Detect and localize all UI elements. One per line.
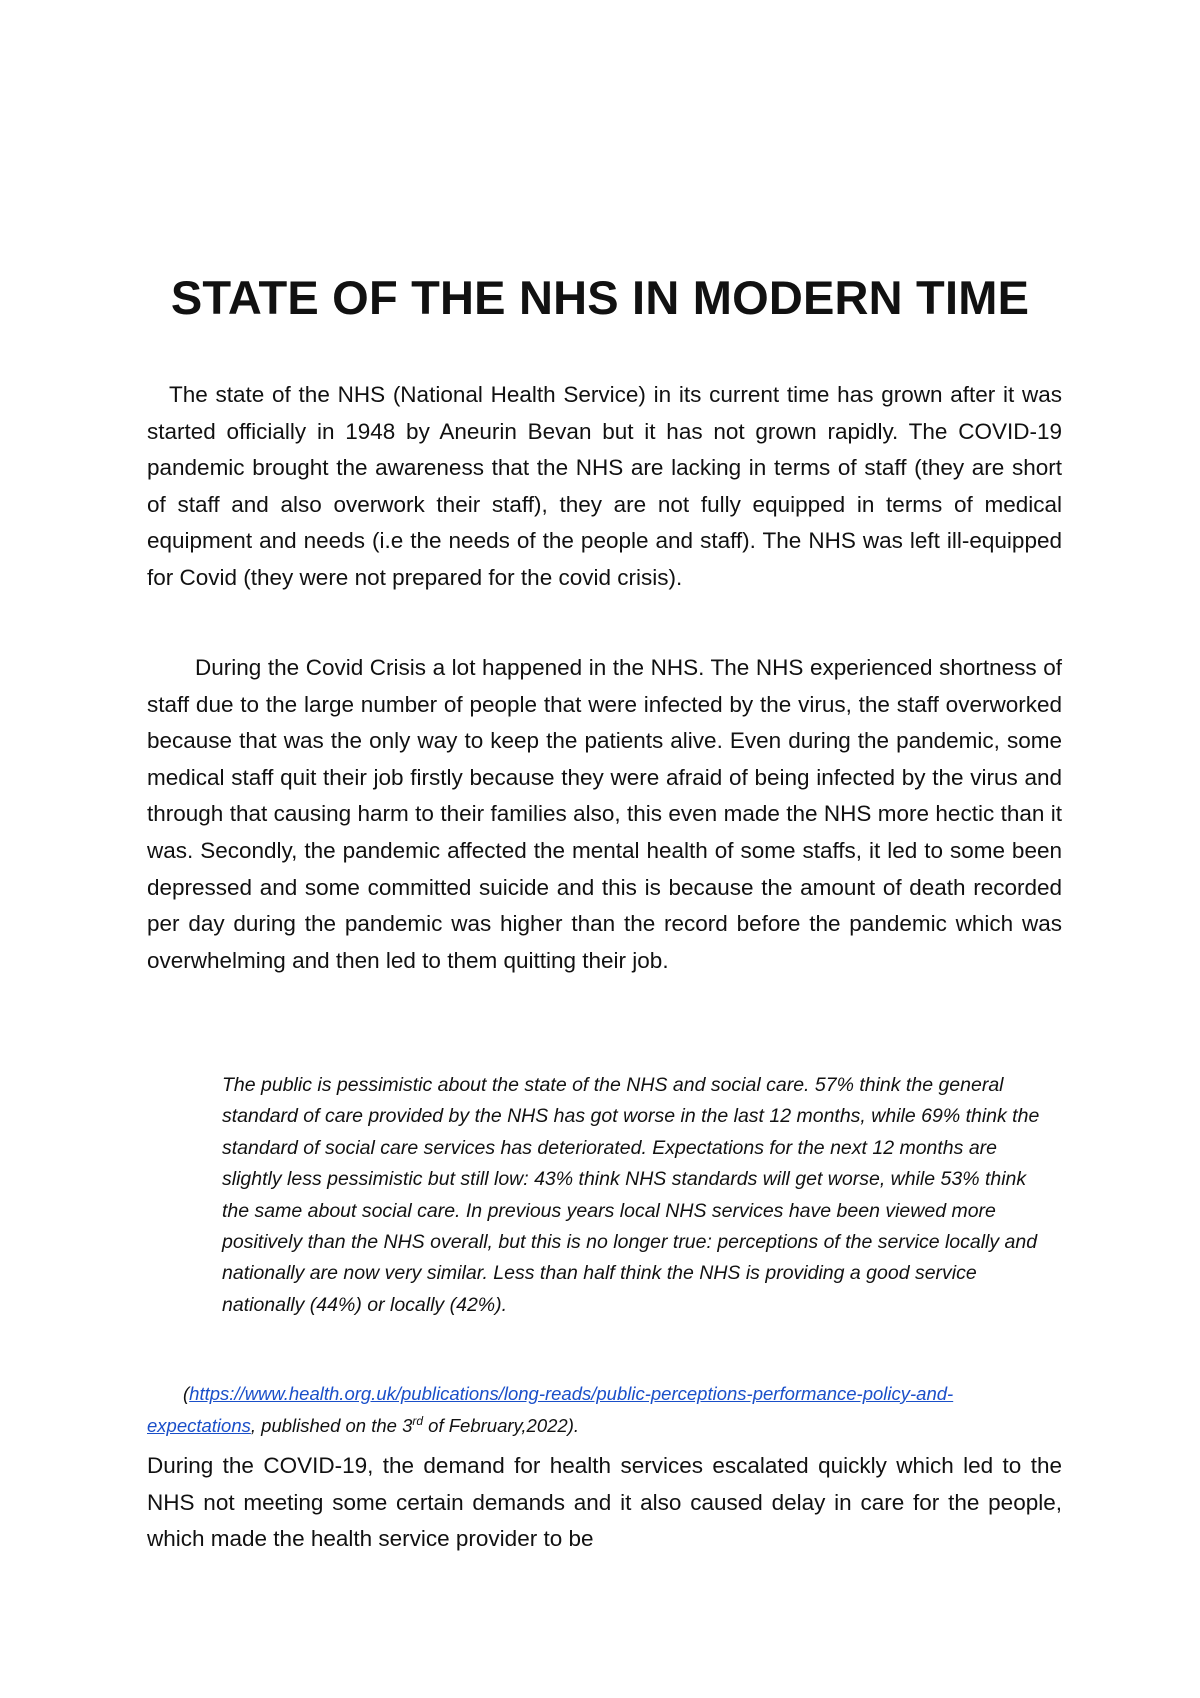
citation-date-text: of February,2022). (423, 1415, 580, 1436)
body-paragraph-2: During the Covid Crisis a lot happened in the NHS. The NHS experienced shortness of staff due to the large number of people that were infected by the virus, the staff overworked because that was the only way to keep the patients alive. Even during the pandemic, some medical staff quit their job firstly because they were afraid of being infected by the virus and through that causing harm to their families also, this even made the NHS more hectic than it was. Secondly, the pandemic affected the mental health of some staffs, it led to some been depressed and some committed suicide and this is because the amount of death recorded per day during the pandemic was higher than the record before the pandemic which was overwhelming and then led to them quitting their job. (147, 655, 1062, 973)
citation (147, 1378, 1062, 1442)
citation-link[interactable]: https://www.health.org.uk/publications/long-reads/public-perceptions-performance-policy-and-expectations (147, 1383, 954, 1436)
page-title: STATE OF THE NHS IN MODERN TIME (170, 271, 1030, 324)
citation-open-paren: ( (183, 1383, 190, 1404)
citation-ordinal-suffix: rd (412, 1413, 424, 1428)
body-paragraph-1: The state of the NHS (National Health Service) in its current time has grown after it was started officially in 1948 by Aneurin Bevan but it has not grown rapidly. The COVID-19 pandemic brought the awareness that the NHS are lacking in terms of staff (they are short of staff and also overwork their staff), they are not fully equipped in terms of medical equipment and needs (i.e the needs of the people and staff). The NHS was left ill-equipped for Covid (they were not prepared for the covid crisis). (147, 382, 1062, 590)
citation-published-text: , published on the 3 (250, 1415, 413, 1436)
block-quote: The public is pessimistic about the state of the NHS and social care. 57% think the general standard of care provided by the NHS has got worse in the last 12 months, while 69% think the standard of social care services has deteriorated. Expectations for the next 12 months are slightly less pessimistic but still low: 43% think NHS standards will get worse, while 53% think the same about social care. In previous years local NHS services have been viewed more positively than the NHS overall, but this is no longer true: perceptions of the service locally and nationally are now very similar. Less than half think the NHS is providing a good service nationally (44%) or locally (42%). (222, 1074, 1040, 1316)
body-paragraph-3: During the COVID-19, the demand for health services escalated quickly which led to the NHS not meeting some certain demands and it also caused delay in care for the people, which made the health service provider to be (147, 1453, 1062, 1552)
